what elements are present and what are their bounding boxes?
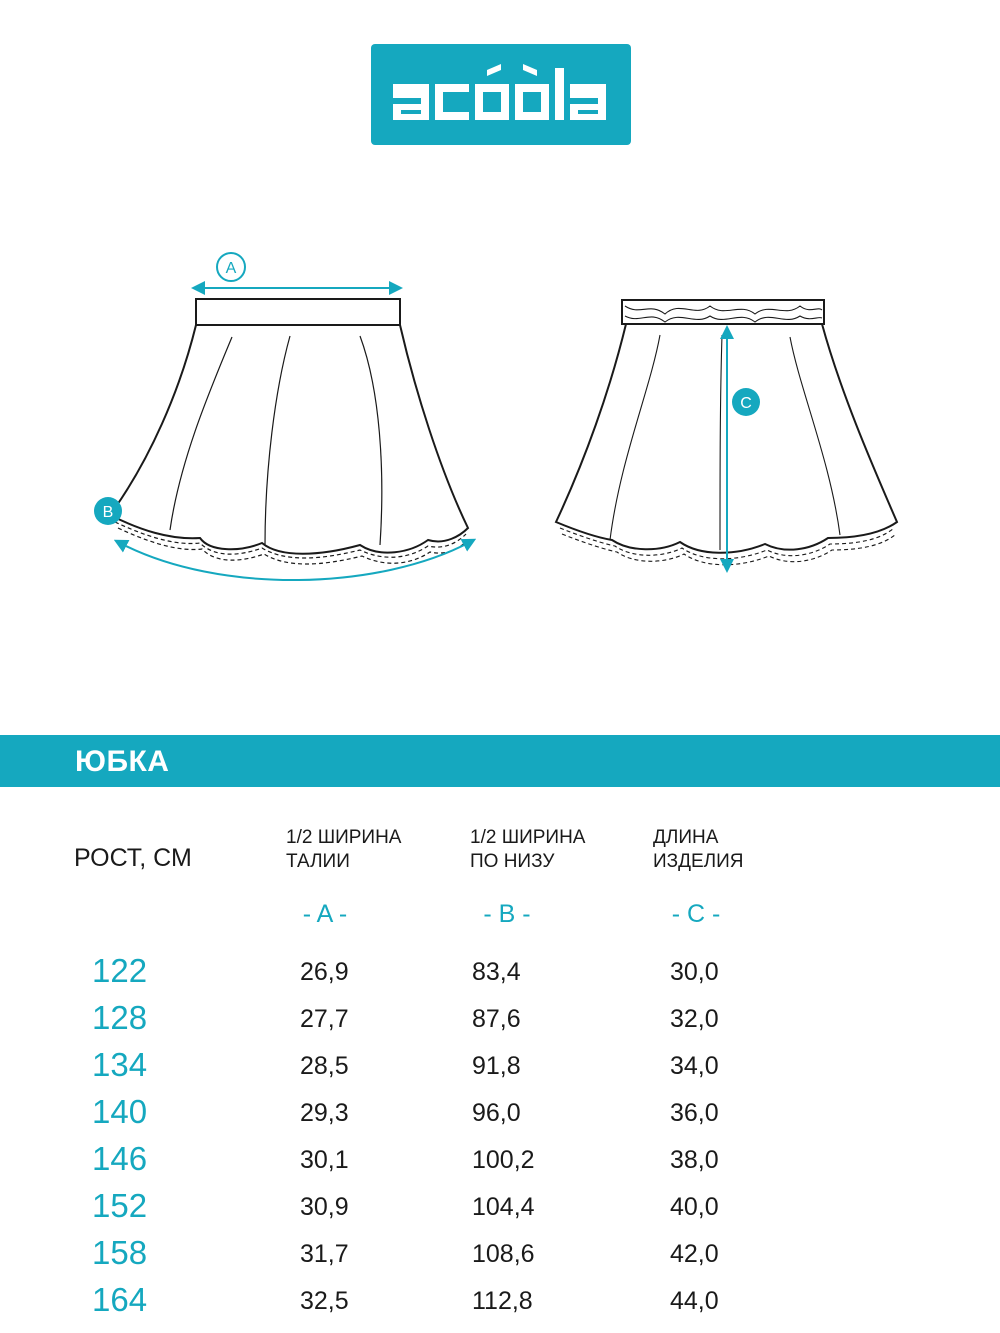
row-size: 158 bbox=[92, 1234, 148, 1271]
header-c-line2: ИЗДЕЛИЯ bbox=[653, 851, 744, 872]
header-c-letter: - C - bbox=[671, 900, 721, 928]
table-row bbox=[0, 1140, 1000, 1192]
row-b: 100,2 bbox=[472, 1146, 535, 1174]
header-b-letter: - B - bbox=[483, 900, 531, 928]
header-a-line1: 1/2 ШИРИНА bbox=[286, 827, 402, 848]
header-size: РОСТ, СМ bbox=[74, 844, 192, 872]
row-a: 26,9 bbox=[300, 958, 349, 986]
row-c: 30,0 bbox=[670, 958, 719, 986]
row-b: 91,8 bbox=[472, 1052, 521, 1080]
row-a: 28,5 bbox=[300, 1052, 349, 1080]
row-b: 96,0 bbox=[472, 1099, 521, 1127]
table-row bbox=[0, 1234, 1000, 1286]
row-a: 29,3 bbox=[300, 1099, 349, 1127]
row-size: 146 bbox=[92, 1140, 148, 1177]
section-band bbox=[0, 735, 1000, 787]
skirt-technical-drawing bbox=[0, 240, 1000, 600]
skirt-front bbox=[110, 299, 468, 554]
header-c bbox=[653, 826, 744, 874]
row-size: 164 bbox=[92, 1281, 148, 1318]
header-a bbox=[286, 826, 401, 874]
row-size: 128 bbox=[92, 999, 148, 1036]
header-c-line1: ДЛИНА bbox=[653, 827, 719, 848]
header-a-letter: - A - bbox=[302, 900, 348, 928]
row-c: 40,0 bbox=[670, 1193, 719, 1221]
brand-logo bbox=[371, 44, 631, 145]
header-b-line1: 1/2 ШИРИНА bbox=[470, 827, 586, 848]
table-row bbox=[0, 999, 1000, 1051]
marker-a-label: A bbox=[225, 260, 237, 277]
header-a-line2: ТАЛИИ bbox=[286, 851, 350, 872]
row-a: 31,7 bbox=[300, 1240, 349, 1268]
row-size: 140 bbox=[92, 1093, 148, 1130]
table-row bbox=[0, 1046, 1000, 1098]
row-size: 152 bbox=[92, 1187, 148, 1224]
brand-logo-mark bbox=[371, 44, 631, 145]
row-size: 134 bbox=[92, 1046, 148, 1083]
row-c: 44,0 bbox=[670, 1287, 719, 1315]
row-c: 34,0 bbox=[670, 1052, 719, 1080]
row-a: 32,5 bbox=[300, 1287, 349, 1315]
row-c: 42,0 bbox=[670, 1240, 719, 1268]
row-a: 30,9 bbox=[300, 1193, 349, 1221]
row-b: 108,6 bbox=[472, 1240, 535, 1268]
row-c: 38,0 bbox=[670, 1146, 719, 1174]
row-c: 32,0 bbox=[670, 1005, 719, 1033]
row-c: 36,0 bbox=[670, 1099, 719, 1127]
row-b: 87,6 bbox=[472, 1005, 521, 1033]
table-row bbox=[0, 952, 1000, 1004]
row-a: 27,7 bbox=[300, 1005, 349, 1033]
table-row bbox=[0, 1281, 1000, 1333]
row-size: 122 bbox=[92, 952, 148, 989]
row-b: 104,4 bbox=[472, 1193, 535, 1221]
header-b bbox=[470, 826, 585, 874]
row-b: 83,4 bbox=[472, 958, 521, 986]
table-row bbox=[0, 1187, 1000, 1239]
marker-b-label: B bbox=[102, 504, 114, 521]
row-a: 30,1 bbox=[300, 1146, 349, 1174]
header-b-line2: ПО НИЗУ bbox=[470, 851, 555, 872]
marker-c-label: C bbox=[740, 395, 752, 412]
row-b: 112,8 bbox=[472, 1287, 533, 1315]
table-row bbox=[0, 1093, 1000, 1145]
section-title: ЮБКА bbox=[75, 745, 170, 778]
